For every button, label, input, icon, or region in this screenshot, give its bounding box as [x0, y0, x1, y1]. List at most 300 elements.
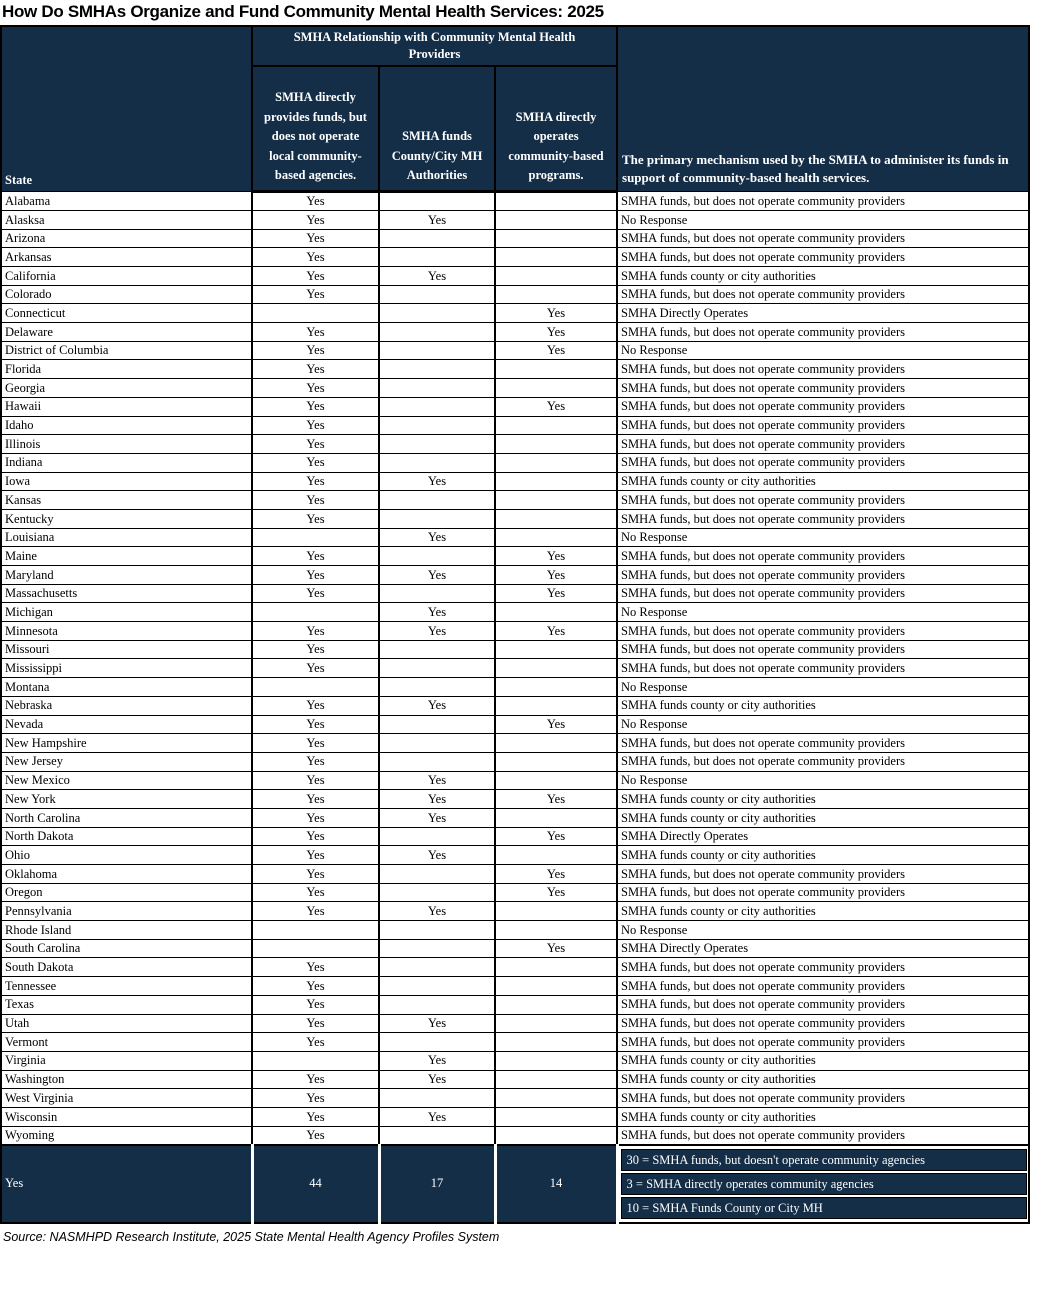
funds-cell: Yes — [252, 1033, 379, 1052]
operates-cell: Yes — [495, 547, 617, 566]
state-cell: South Dakota — [1, 958, 252, 977]
mechanism-cell: SMHA funds, but does not operate community providers — [617, 229, 1029, 248]
table-row — [1, 435, 1029, 454]
table-row — [1, 883, 1029, 902]
state-cell: West Virginia — [1, 1089, 252, 1108]
mechanism-cell: SMHA Directly Operates — [617, 939, 1029, 958]
mechanism-cell: SMHA funds, but does not operate community providers — [617, 435, 1029, 454]
table-row — [1, 808, 1029, 827]
county-cell — [379, 659, 495, 678]
state-cell: Louisiana — [1, 528, 252, 547]
county-cell — [379, 435, 495, 454]
operates-cell: Yes — [495, 715, 617, 734]
table-row — [1, 939, 1029, 958]
state-column-header: State — [1, 26, 252, 192]
mechanism-cell: SMHA funds, but does not operate community providers — [617, 566, 1029, 585]
funds-cell: Yes — [252, 397, 379, 416]
county-cell — [379, 341, 495, 360]
mechanism-cell: SMHA funds, but does not operate community providers — [617, 1089, 1029, 1108]
county-cell — [379, 640, 495, 659]
state-cell: Iowa — [1, 472, 252, 491]
operates-cell — [495, 1107, 617, 1126]
table-row — [1, 1089, 1029, 1108]
mechanism-cell: SMHA funds, but does not operate community providers — [617, 248, 1029, 267]
funds-cell — [252, 939, 379, 958]
table-row — [1, 509, 1029, 528]
county-cell: Yes — [379, 472, 495, 491]
state-cell: Michigan — [1, 603, 252, 622]
table-row — [1, 603, 1029, 622]
mechanism-cell: SMHA funds, but does not operate community providers — [617, 865, 1029, 884]
funds-cell: Yes — [252, 509, 379, 528]
table-row — [1, 752, 1029, 771]
table-row — [1, 846, 1029, 865]
operates-cell — [495, 472, 617, 491]
state-cell: Vermont — [1, 1033, 252, 1052]
state-cell: Virginia — [1, 1051, 252, 1070]
table-row — [1, 659, 1029, 678]
county-cell — [379, 827, 495, 846]
operates-cell — [495, 379, 617, 398]
county-cell — [379, 491, 495, 510]
mechanism-cell: SMHA funds, but does not operate community providers — [617, 323, 1029, 342]
county-cell — [379, 379, 495, 398]
state-cell: New York — [1, 790, 252, 809]
operates-cell: Yes — [495, 397, 617, 416]
funds-cell: Yes — [252, 790, 379, 809]
state-cell: Idaho — [1, 416, 252, 435]
county-cell: Yes — [379, 808, 495, 827]
table-row — [1, 715, 1029, 734]
state-cell: Montana — [1, 678, 252, 697]
state-cell: New Hampshire — [1, 734, 252, 753]
county-cell — [379, 285, 495, 304]
mechanism-cell: SMHA funds, but does not operate community providers — [617, 584, 1029, 603]
operates-cell: Yes — [495, 790, 617, 809]
table-row — [1, 397, 1029, 416]
state-cell: Texas — [1, 995, 252, 1014]
funds-cell: Yes — [252, 659, 379, 678]
operates-cell — [495, 509, 617, 528]
mechanism-cell: SMHA funds county or city authorities — [617, 1070, 1029, 1089]
funds-column-header: SMHA directly provides funds, but does not operate local community-based agencies. — [252, 66, 379, 192]
county-cell — [379, 921, 495, 940]
state-cell: Wisconsin — [1, 1107, 252, 1126]
county-cell — [379, 752, 495, 771]
state-cell: Arizona — [1, 229, 252, 248]
table-row — [1, 304, 1029, 323]
county-cell: Yes — [379, 696, 495, 715]
table-row — [1, 696, 1029, 715]
operates-cell — [495, 229, 617, 248]
county-cell — [379, 584, 495, 603]
funds-cell — [252, 921, 379, 940]
county-cell — [379, 715, 495, 734]
funds-cell: Yes — [252, 285, 379, 304]
table-row — [1, 734, 1029, 753]
operates-cell — [495, 1014, 617, 1033]
funds-cell: Yes — [252, 453, 379, 472]
state-cell: Connecticut — [1, 304, 252, 323]
table-row — [1, 1033, 1029, 1052]
operates-cell — [495, 977, 617, 996]
table-row — [1, 285, 1029, 304]
mechanism-cell: SMHA funds county or city authorities — [617, 267, 1029, 286]
mechanism-cell: SMHA funds, but does not operate community providers — [617, 397, 1029, 416]
mechanism-cell: SMHA funds, but does not operate community providers — [617, 360, 1029, 379]
funds-cell: Yes — [252, 696, 379, 715]
table-row — [1, 547, 1029, 566]
mechanism-cell: SMHA funds, but does not operate community providers — [617, 995, 1029, 1014]
table-footer — [1, 1145, 1029, 1223]
county-cell: Yes — [379, 1107, 495, 1126]
funds-cell: Yes — [252, 472, 379, 491]
state-cell: New Mexico — [1, 771, 252, 790]
funds-cell: Yes — [252, 883, 379, 902]
operates-cell: Yes — [495, 865, 617, 884]
state-cell: Alasksa — [1, 210, 252, 229]
funds-cell: Yes — [252, 360, 379, 379]
report-page — [0, 2, 1041, 1244]
mechanism-cell: SMHA funds, but does not operate community providers — [617, 977, 1029, 996]
summary-operates-count: 14 — [495, 1145, 617, 1223]
table-row — [1, 1070, 1029, 1089]
mechanism-cell: SMHA funds county or city authorities — [617, 1051, 1029, 1070]
funds-cell: Yes — [252, 622, 379, 641]
state-cell: Georgia — [1, 379, 252, 398]
mechanism-cell: SMHA funds county or city authorities — [617, 472, 1029, 491]
table-row — [1, 472, 1029, 491]
operates-cell — [495, 267, 617, 286]
mechanism-cell: SMHA funds, but does not operate community providers — [617, 379, 1029, 398]
state-cell: Illinois — [1, 435, 252, 454]
operates-cell — [495, 902, 617, 921]
funds-cell: Yes — [252, 1126, 379, 1145]
state-cell: Kentucky — [1, 509, 252, 528]
county-cell: Yes — [379, 790, 495, 809]
summary-county-count: 17 — [379, 1145, 495, 1223]
operates-cell — [495, 1126, 617, 1145]
county-cell: Yes — [379, 603, 495, 622]
mechanism-cell: SMHA funds, but does not operate community providers — [617, 285, 1029, 304]
operates-cell — [495, 640, 617, 659]
table-row — [1, 416, 1029, 435]
legend-item: 3 = SMHA directly operates community agencies — [621, 1173, 1028, 1195]
table-header — [1, 26, 1029, 192]
funds-cell: Yes — [252, 1089, 379, 1108]
mechanism-cell: SMHA funds, but does not operate community providers — [617, 752, 1029, 771]
mechanism-cell: SMHA funds, but does not operate community providers — [617, 883, 1029, 902]
funds-cell: Yes — [252, 267, 379, 286]
mechanism-cell: SMHA funds, but does not operate community providers — [617, 547, 1029, 566]
state-cell: South Carolina — [1, 939, 252, 958]
state-rows — [1, 192, 1029, 1145]
mechanism-cell: SMHA funds, but does not operate community providers — [617, 509, 1029, 528]
operates-cell: Yes — [495, 323, 617, 342]
legend-item: 30 = SMHA funds, but doesn't operate community agencies — [621, 1149, 1028, 1171]
state-cell: Massachusetts — [1, 584, 252, 603]
table-row — [1, 1051, 1029, 1070]
funds-cell: Yes — [252, 584, 379, 603]
operates-cell — [495, 248, 617, 267]
table-row — [1, 323, 1029, 342]
funds-cell: Yes — [252, 1107, 379, 1126]
operates-cell — [495, 416, 617, 435]
state-cell: Delaware — [1, 323, 252, 342]
funds-cell: Yes — [252, 341, 379, 360]
operates-cell — [495, 995, 617, 1014]
mechanism-cell: SMHA funds, but does not operate community providers — [617, 1126, 1029, 1145]
table-row — [1, 622, 1029, 641]
operates-cell — [495, 1033, 617, 1052]
funds-cell: Yes — [252, 229, 379, 248]
funds-cell — [252, 304, 379, 323]
state-cell: Indiana — [1, 453, 252, 472]
operates-cell: Yes — [495, 584, 617, 603]
funds-cell: Yes — [252, 192, 379, 211]
county-cell: Yes — [379, 622, 495, 641]
operates-column-header: SMHA directly operates community-based programs. — [495, 66, 617, 192]
state-cell: Washington — [1, 1070, 252, 1089]
mechanism-cell: SMHA funds, but does not operate community providers — [617, 640, 1029, 659]
operates-cell: Yes — [495, 622, 617, 641]
funds-cell — [252, 1051, 379, 1070]
mechanism-cell: No Response — [617, 210, 1029, 229]
state-cell: North Dakota — [1, 827, 252, 846]
source-note: Source: NASMHPD Research Institute, 2025 State Mental Health Agency Profiles System — [3, 1229, 500, 1244]
funds-cell: Yes — [252, 248, 379, 267]
mechanism-cell: SMHA funds, but does not operate community providers — [617, 958, 1029, 977]
legend-item: 10 = SMHA Funds County or City MH — [621, 1197, 1028, 1219]
funds-cell: Yes — [252, 416, 379, 435]
mechanism-cell: SMHA funds county or city authorities — [617, 808, 1029, 827]
county-cell — [379, 883, 495, 902]
county-cell — [379, 192, 495, 211]
operates-cell — [495, 846, 617, 865]
page-title: How Do SMHAs Organize and Fund Community Mental Health Services: 2025 — [2, 2, 604, 21]
county-column-header: SMHA funds County/City MH Authorities — [379, 66, 495, 192]
table-row — [1, 566, 1029, 585]
state-cell: New Jersey — [1, 752, 252, 771]
operates-cell: Yes — [495, 304, 617, 323]
operates-cell: Yes — [495, 883, 617, 902]
county-cell: Yes — [379, 210, 495, 229]
table-row — [1, 248, 1029, 267]
state-cell: Florida — [1, 360, 252, 379]
mechanism-cell: SMHA funds county or city authorities — [617, 846, 1029, 865]
funds-cell: Yes — [252, 865, 379, 884]
mechanism-cell: SMHA funds, but does not operate community providers — [617, 659, 1029, 678]
table-row — [1, 229, 1029, 248]
funds-cell: Yes — [252, 1014, 379, 1033]
state-cell: Nebraska — [1, 696, 252, 715]
funds-cell: Yes — [252, 640, 379, 659]
funds-cell: Yes — [252, 491, 379, 510]
state-cell: California — [1, 267, 252, 286]
mechanism-cell: No Response — [617, 341, 1029, 360]
state-cell: Pennsylvania — [1, 902, 252, 921]
table-row — [1, 1126, 1029, 1145]
summary-funds-count: 44 — [252, 1145, 379, 1223]
funds-cell — [252, 603, 379, 622]
operates-cell — [495, 453, 617, 472]
table-row — [1, 267, 1029, 286]
county-cell — [379, 304, 495, 323]
summary-label: Yes — [1, 1145, 252, 1223]
table-row — [1, 1107, 1029, 1126]
mechanism-cell: SMHA funds county or city authorities — [617, 1107, 1029, 1126]
county-cell: Yes — [379, 1070, 495, 1089]
mechanism-cell: SMHA funds county or city authorities — [617, 902, 1029, 921]
county-cell — [379, 248, 495, 267]
county-cell: Yes — [379, 1014, 495, 1033]
state-cell: Tennessee — [1, 977, 252, 996]
county-cell: Yes — [379, 566, 495, 585]
group-header: SMHA Relationship with Community Mental Health Providers — [252, 26, 617, 66]
summary-legend — [621, 1149, 1028, 1219]
state-cell: Maine — [1, 547, 252, 566]
state-cell: Kansas — [1, 491, 252, 510]
funds-cell — [252, 678, 379, 697]
county-cell — [379, 1089, 495, 1108]
operates-cell: Yes — [495, 566, 617, 585]
table-row — [1, 790, 1029, 809]
county-cell — [379, 995, 495, 1014]
funds-cell: Yes — [252, 771, 379, 790]
funds-cell: Yes — [252, 379, 379, 398]
state-cell: Oregon — [1, 883, 252, 902]
county-cell — [379, 397, 495, 416]
funds-cell: Yes — [252, 958, 379, 977]
county-cell: Yes — [379, 846, 495, 865]
mechanism-cell: SMHA Directly Operates — [617, 304, 1029, 323]
table-row — [1, 453, 1029, 472]
state-cell: Mississippi — [1, 659, 252, 678]
county-cell — [379, 1126, 495, 1145]
funds-cell: Yes — [252, 715, 379, 734]
table-row — [1, 995, 1029, 1014]
table-row — [1, 678, 1029, 697]
mechanism-cell: SMHA funds, but does not operate community providers — [617, 1014, 1029, 1033]
operates-cell — [495, 659, 617, 678]
county-cell — [379, 323, 495, 342]
state-cell: Nevada — [1, 715, 252, 734]
county-cell — [379, 229, 495, 248]
state-cell: Missouri — [1, 640, 252, 659]
table-row — [1, 341, 1029, 360]
mechanism-cell: SMHA funds county or city authorities — [617, 696, 1029, 715]
mechanism-cell: SMHA funds, but does not operate community providers — [617, 1033, 1029, 1052]
county-cell — [379, 958, 495, 977]
state-cell: Maryland — [1, 566, 252, 585]
table-row — [1, 584, 1029, 603]
county-cell: Yes — [379, 267, 495, 286]
county-cell — [379, 1033, 495, 1052]
state-cell: Arkansas — [1, 248, 252, 267]
summary-row — [1, 1145, 1029, 1223]
county-cell — [379, 939, 495, 958]
funds-cell: Yes — [252, 977, 379, 996]
funds-cell: Yes — [252, 752, 379, 771]
operates-cell — [495, 771, 617, 790]
county-cell — [379, 865, 495, 884]
county-cell — [379, 678, 495, 697]
state-cell: Minnesota — [1, 622, 252, 641]
table-row — [1, 1014, 1029, 1033]
county-cell — [379, 509, 495, 528]
operates-cell — [495, 1051, 617, 1070]
state-cell: Ohio — [1, 846, 252, 865]
county-cell — [379, 416, 495, 435]
state-cell: Alabama — [1, 192, 252, 211]
state-cell: Colorado — [1, 285, 252, 304]
operates-cell: Yes — [495, 827, 617, 846]
state-cell: Oklahoma — [1, 865, 252, 884]
funds-cell: Yes — [252, 435, 379, 454]
funds-cell — [252, 528, 379, 547]
funds-cell: Yes — [252, 827, 379, 846]
mechanism-cell: No Response — [617, 921, 1029, 940]
mechanism-cell: SMHA Directly Operates — [617, 827, 1029, 846]
operates-cell: Yes — [495, 939, 617, 958]
table-row — [1, 771, 1029, 790]
operates-cell — [495, 1070, 617, 1089]
operates-cell — [495, 958, 617, 977]
state-cell: North Carolina — [1, 808, 252, 827]
county-cell: Yes — [379, 528, 495, 547]
table-row — [1, 958, 1029, 977]
group-header-row — [1, 26, 1029, 66]
mechanism-cell: SMHA funds, but does not operate community providers — [617, 416, 1029, 435]
county-cell — [379, 734, 495, 753]
funds-cell: Yes — [252, 210, 379, 229]
table-row — [1, 379, 1029, 398]
table-row — [1, 491, 1029, 510]
table-row — [1, 865, 1029, 884]
operates-cell — [495, 285, 617, 304]
mechanism-cell: SMHA funds, but does not operate community providers — [617, 192, 1029, 211]
table-row — [1, 360, 1029, 379]
state-cell: District of Columbia — [1, 341, 252, 360]
county-cell: Yes — [379, 771, 495, 790]
mechanism-column-header: The primary mechanism used by the SMHA to administer its funds in support of community-based health services. — [617, 26, 1029, 192]
mechanism-cell: SMHA funds county or city authorities — [617, 790, 1029, 809]
state-cell: Wyoming — [1, 1126, 252, 1145]
operates-cell — [495, 603, 617, 622]
smha-table — [0, 25, 1030, 1224]
county-cell — [379, 360, 495, 379]
operates-cell — [495, 192, 617, 211]
mechanism-cell: SMHA funds, but does not operate community providers — [617, 734, 1029, 753]
operates-cell — [495, 528, 617, 547]
funds-cell: Yes — [252, 1070, 379, 1089]
operates-cell — [495, 1089, 617, 1108]
table-row — [1, 977, 1029, 996]
operates-cell — [495, 696, 617, 715]
operates-cell — [495, 678, 617, 697]
operates-cell — [495, 921, 617, 940]
mechanism-cell: No Response — [617, 715, 1029, 734]
state-cell: Utah — [1, 1014, 252, 1033]
mechanism-cell: SMHA funds, but does not operate community providers — [617, 491, 1029, 510]
funds-cell: Yes — [252, 808, 379, 827]
funds-cell: Yes — [252, 995, 379, 1014]
table-row — [1, 921, 1029, 940]
operates-cell — [495, 435, 617, 454]
table-row — [1, 210, 1029, 229]
funds-cell: Yes — [252, 902, 379, 921]
funds-cell: Yes — [252, 323, 379, 342]
